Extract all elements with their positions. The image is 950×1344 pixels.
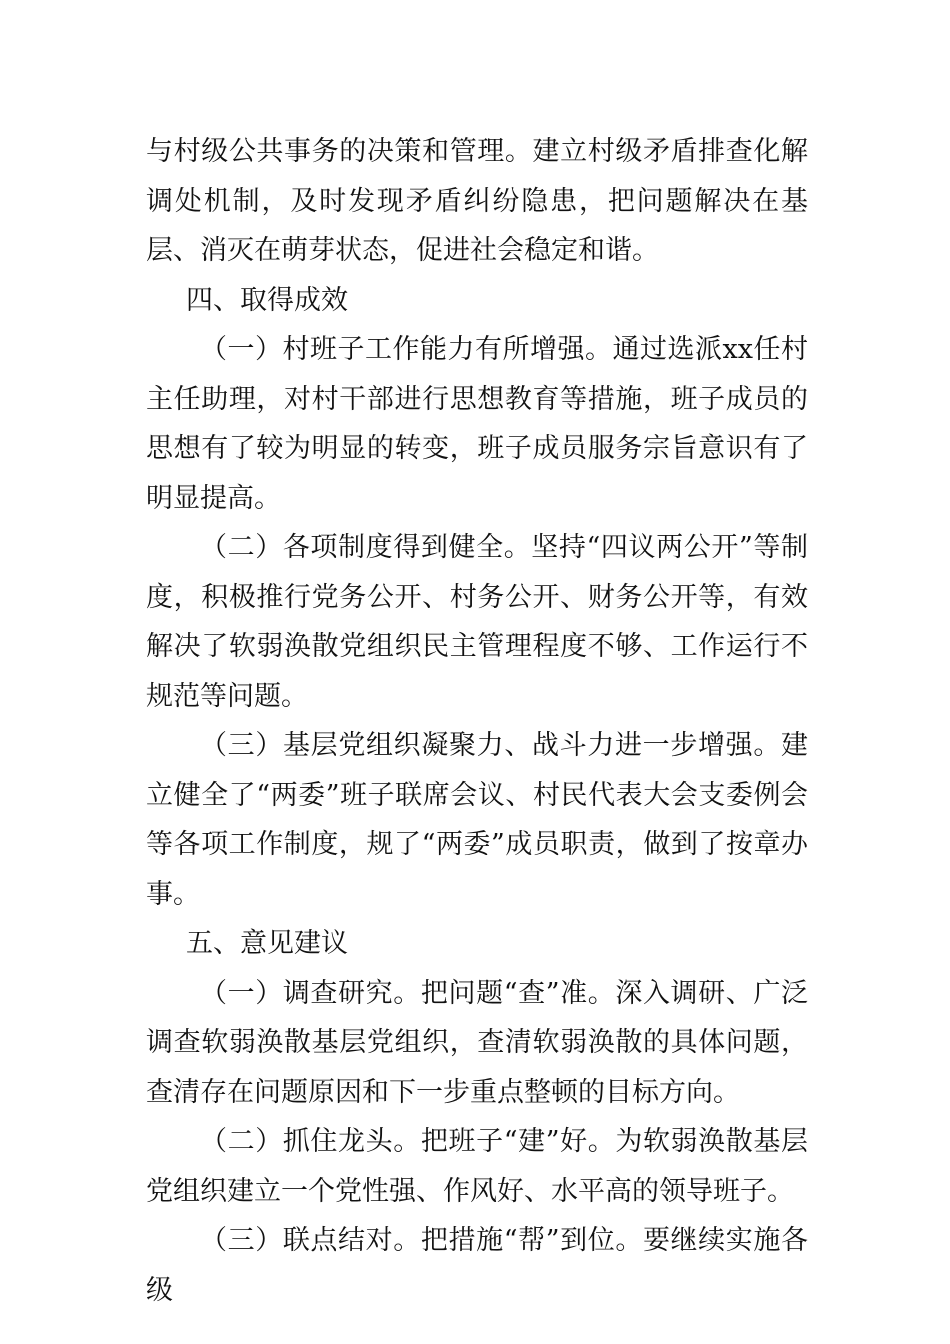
section-heading-results: 四、取得成效	[186, 284, 348, 316]
paragraph-suggestion-1: （一）调查研究。把问题“查”准。深入调研、广泛调查软弱涣散基层党组织，查清软弱涣散的具体问题，查清存在问题原因和下一步重点整顿的目标方向。	[146, 977, 808, 1108]
paragraph-suggestion-3: （三）联点结对。把措施“帮”到位。要继续实施各级	[146, 1225, 808, 1306]
paragraph-results-2: （二）各项制度得到健全。坚持“四议两公开”等制度，积极推行党务公开、村务公开、财务公开等，有效解决了软弱涣散党组织民主管理程度不够、工作运行不规范等问题。	[146, 532, 808, 712]
paragraph-results-1: （一）村班子工作能力有所增强。通过选派xx任村主任助理，对村干部进行思想教育等措施，班子成员的思想有了较为明显的转变，班子成员服务宗旨意识有了明显提高。	[146, 334, 808, 514]
document-body	[146, 127, 808, 1315]
paragraph-results-3: （三）基层党组织凝聚力、战斗力进一步增强。建立健全了“两委”班子联席会议、村民代表大会支委例会等各项工作制度，规了“两委”成员职责，做到了按章办事。	[146, 730, 808, 910]
paragraph-suggestion-2: （二）抓住龙头。把班子“建”好。为软弱涣散基层党组织建立一个党性强、作风好、水平高的领导班子。	[146, 1126, 808, 1207]
section-heading-suggestions: 五、意见建议	[186, 928, 348, 959]
paragraph-continuation: 与村级公共事务的决策和管理。建立村级矛盾排查化解调处机制，及时发现矛盾纠纷隐患，把问题解决在基层、消灭在萌芽状态，促进社会稳定和谐。	[146, 136, 808, 266]
